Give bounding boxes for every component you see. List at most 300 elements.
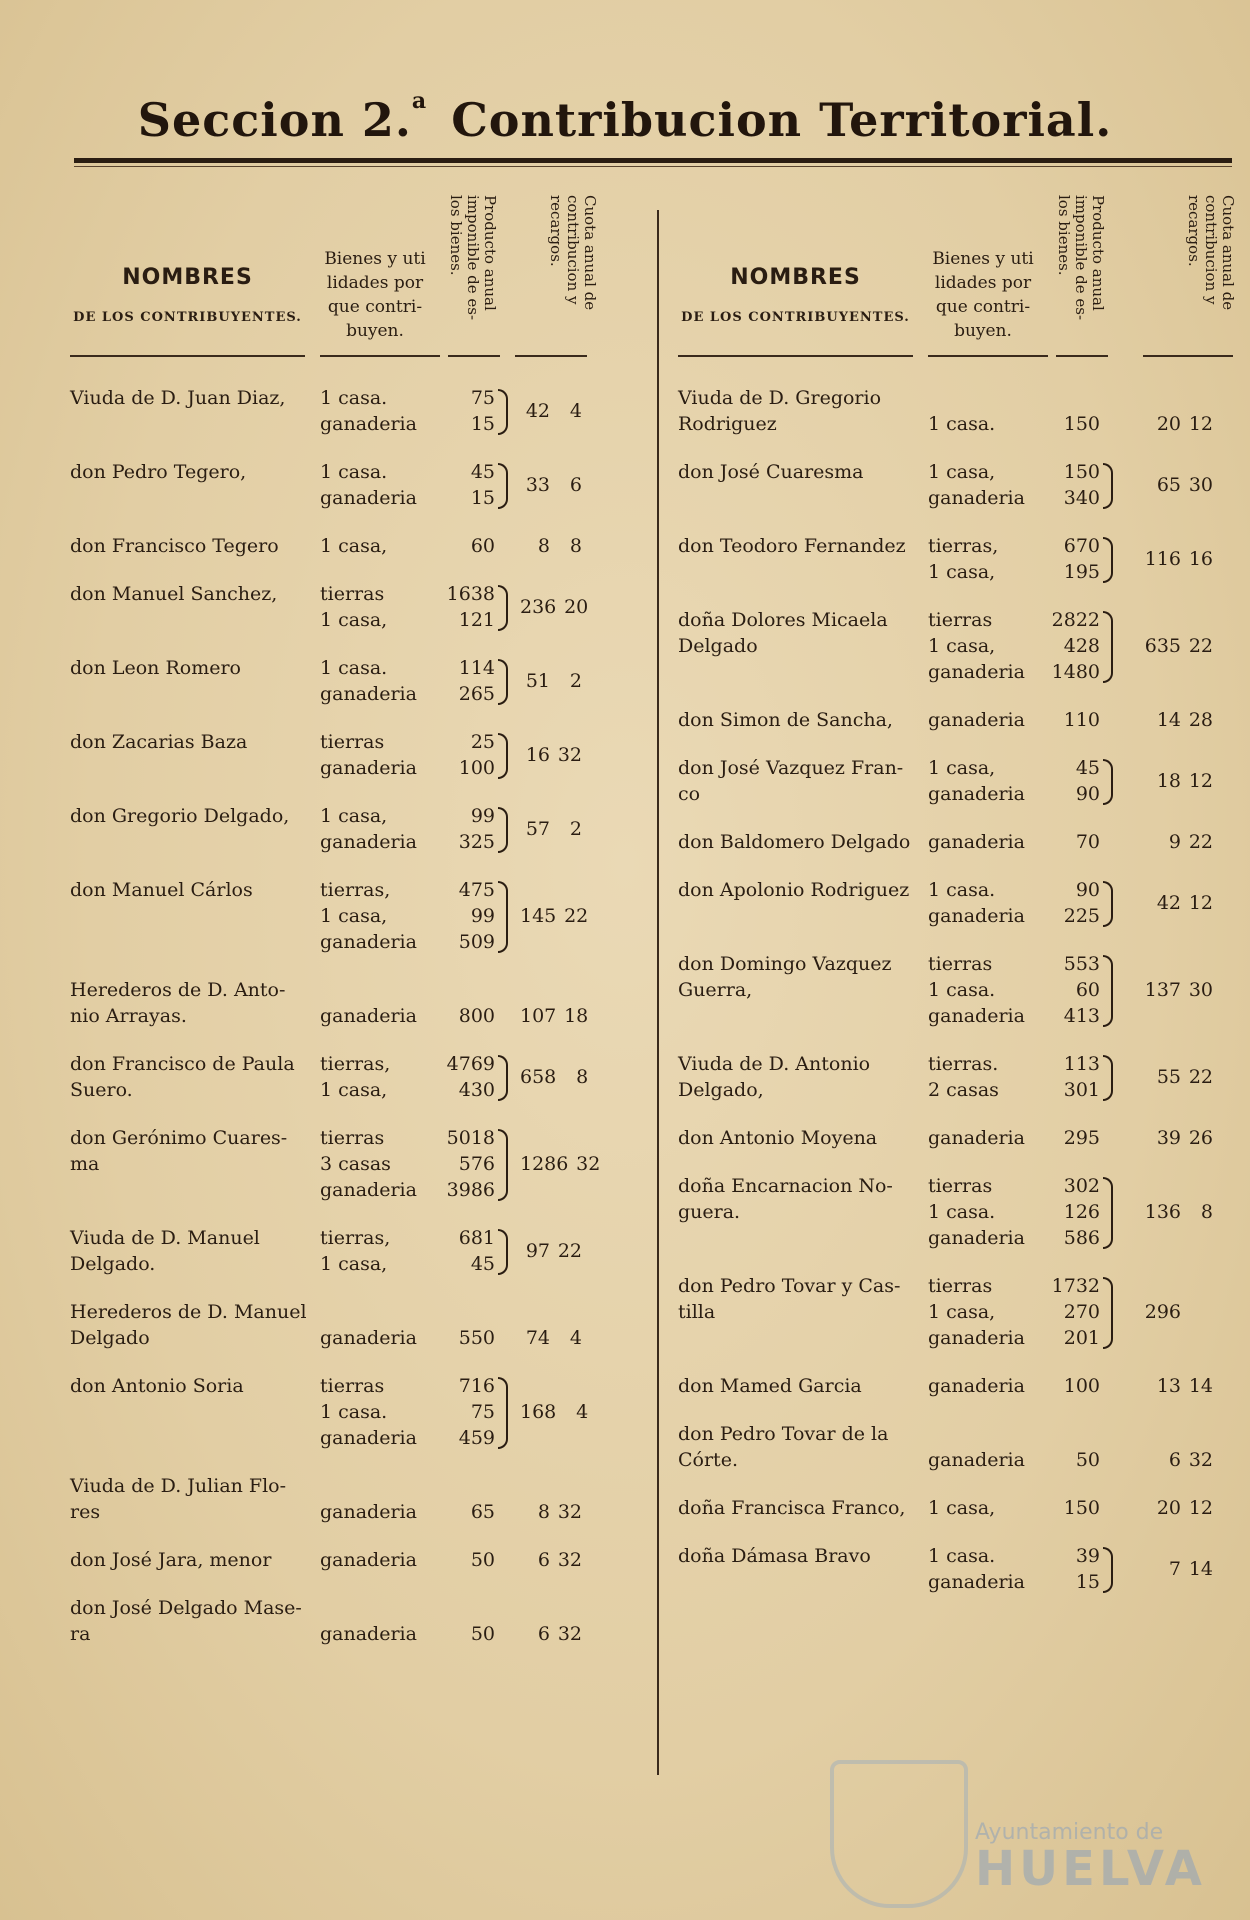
grouping-brace (1103, 1177, 1113, 1249)
table-row (678, 385, 1250, 459)
goods-item: ganaderia (928, 831, 1025, 853)
cuota-amount (520, 1238, 582, 1264)
product-values (445, 803, 495, 855)
name-line: ra (70, 1623, 91, 1645)
table-row (70, 1473, 645, 1547)
cuota-maravedis: 4 (569, 1327, 582, 1349)
goods-list (320, 385, 445, 437)
product-value: 576 (458, 1153, 495, 1175)
column-divider (657, 210, 659, 1775)
name-line: Guerra, (678, 979, 753, 1001)
name-line: doña Francisca Franco, (678, 1497, 906, 1519)
cuota-amount (1118, 1299, 1213, 1325)
cuota-reales: 6 (537, 1623, 550, 1645)
name-line: don Apolonio Rodriguez (678, 879, 910, 901)
table-row (678, 1273, 1250, 1373)
goods-item: 1 casa, (320, 1253, 388, 1275)
product-value: 150 (1063, 461, 1100, 483)
product-value: 90 (1075, 879, 1100, 901)
goods-item: 1 casa. (320, 1401, 388, 1423)
contributor-name (70, 655, 310, 681)
name-line: nio Arrayas. (70, 1005, 187, 1027)
cuota-amount (520, 533, 582, 559)
product-values (445, 1125, 495, 1203)
goods-list (320, 1547, 445, 1573)
cuota-maravedis: 32 (576, 1153, 601, 1175)
contributor-name (678, 755, 918, 807)
title-rest: Contribucion Territorial. (451, 93, 1113, 147)
goods-item: ganaderia (928, 783, 1025, 805)
cuota-maravedis: 22 (1188, 1066, 1213, 1088)
cuota-amount (1118, 633, 1213, 659)
product-value: 509 (458, 931, 495, 953)
cuota-maravedis: 8 (576, 1066, 589, 1088)
name-line: don Pedro Tovar y Cas- (678, 1275, 901, 1297)
cuota-reales: 6 (537, 1549, 550, 1571)
right-table-header (678, 195, 1250, 363)
grouping-brace (1103, 537, 1113, 583)
table-row (678, 755, 1250, 829)
product-value: 110 (1063, 709, 1100, 731)
name-line: don Pedro Tegero, (70, 461, 247, 483)
table-row (678, 1421, 1250, 1495)
cuota-amount (1118, 1373, 1213, 1399)
product-values (445, 1499, 495, 1525)
goods-item: 1 casa, (928, 461, 996, 483)
cuota-maravedis: 30 (1188, 474, 1213, 496)
cuota-amount (520, 903, 589, 929)
cuota-maravedis: 2 (569, 818, 582, 840)
cuota-maravedis: 12 (1188, 770, 1213, 792)
goods-item: ganaderia (320, 757, 417, 779)
table-row (70, 1051, 645, 1125)
goods-list (320, 1373, 445, 1451)
header-underline (515, 355, 587, 357)
cuota-reales: 13 (1156, 1375, 1181, 1397)
cuota-maravedis: 4 (576, 1401, 589, 1423)
grouping-brace (498, 881, 508, 953)
cuota-reales: 39 (1156, 1127, 1181, 1149)
product-value: 670 (1063, 535, 1100, 557)
product-value: 5018 (446, 1127, 495, 1149)
contributor-name (678, 1421, 918, 1473)
table-row (678, 1543, 1250, 1617)
goods-item: ganaderia (320, 931, 417, 953)
product-value: 15 (470, 487, 495, 509)
cuota-amount (1118, 546, 1213, 572)
contributor-name (678, 707, 918, 733)
cuota-reales: 137 (1144, 979, 1181, 1001)
product-value: 45 (470, 461, 495, 483)
goods-list (928, 533, 1053, 585)
product-value: 195 (1063, 561, 1100, 583)
table-row (70, 877, 645, 977)
header-goods: Bienes y uti lidades por que contri- buyen. (932, 249, 1034, 341)
product-value: 50 (470, 1623, 495, 1645)
cuota-maravedis: 12 (1188, 413, 1213, 435)
table-row (70, 729, 645, 803)
goods-list (320, 729, 445, 781)
goods-item: 1 casa, (320, 1079, 388, 1101)
goods-list (928, 1273, 1053, 1351)
cuota-reales: 16 (525, 744, 550, 766)
grouping-brace (498, 1377, 508, 1449)
cuota-maravedis: 8 (569, 535, 582, 557)
right-rows (678, 385, 1250, 1617)
left-rows (70, 385, 645, 1669)
name-line: don Simon de Sancha, (678, 709, 893, 731)
table-row (678, 1173, 1250, 1273)
header-cuota: Cuota anual de contribucion y recargos. (547, 195, 599, 311)
product-value: 60 (1075, 979, 1100, 1001)
goods-list (928, 1495, 1053, 1521)
name-line: ma (70, 1153, 100, 1175)
contributor-name (678, 459, 918, 485)
goods-item: ganaderia (320, 1427, 417, 1449)
product-value: 1638 (446, 583, 495, 605)
name-line: don Francisco de Paula (70, 1053, 295, 1075)
product-value: 121 (458, 609, 495, 631)
goods-item: ganaderia (928, 905, 1025, 927)
cuota-amount (1118, 890, 1213, 916)
contributor-name (70, 977, 310, 1029)
name-line: Suero. (70, 1079, 133, 1101)
goods-item: ganaderia (928, 1005, 1025, 1027)
cuota-reales: 65 (1156, 474, 1181, 496)
table-row (70, 977, 645, 1051)
cuota-reales: 18 (1156, 770, 1181, 792)
cuota-amount (520, 1621, 582, 1647)
goods-item: tierras (928, 953, 993, 975)
name-line: Viuda de D. Manuel (70, 1227, 260, 1249)
product-value: 413 (1063, 1005, 1100, 1027)
cuota-maravedis: 16 (1188, 548, 1213, 570)
name-line: don Mamed Garcia (678, 1375, 862, 1397)
product-values (1050, 533, 1100, 585)
goods-list (320, 1003, 445, 1029)
goods-item: 2 casas (928, 1079, 999, 1101)
cuota-reales: 8 (537, 1501, 550, 1523)
goods-item: tierras, (320, 1227, 391, 1249)
name-line: don Leon Romero (70, 657, 241, 679)
goods-item: 1 casa, (320, 609, 388, 631)
grouping-brace (498, 463, 508, 509)
cuota-maravedis: 14 (1188, 1558, 1213, 1580)
product-value: 126 (1063, 1201, 1100, 1223)
contributor-name (678, 951, 918, 1003)
product-values (1050, 459, 1100, 511)
cuota-maravedis: 32 (557, 1549, 582, 1571)
archive-watermark (975, 1820, 1206, 1897)
goods-list (928, 707, 1053, 733)
product-value: 301 (1063, 1079, 1100, 1101)
grouping-brace (498, 585, 508, 631)
product-value: 1480 (1051, 661, 1100, 683)
cuota-amount (1118, 707, 1213, 733)
grouping-brace (498, 389, 508, 435)
product-value: 265 (458, 683, 495, 705)
name-line: co (678, 783, 701, 805)
header-names-big: NOMBRES (122, 265, 253, 290)
goods-item: 1 casa, (320, 905, 388, 927)
goods-list (928, 1543, 1053, 1595)
product-value: 270 (1063, 1301, 1100, 1323)
product-values (1050, 1051, 1100, 1103)
table-row (70, 1299, 645, 1373)
product-value: 325 (458, 831, 495, 853)
grouping-brace (1103, 463, 1113, 509)
table-row (678, 829, 1250, 877)
product-value: 553 (1063, 953, 1100, 975)
cuota-amount (1118, 1199, 1213, 1225)
goods-item: ganaderia (320, 1549, 417, 1571)
table-row (678, 877, 1250, 951)
cuota-reales: 42 (525, 400, 550, 422)
goods-list (320, 655, 445, 707)
goods-list (928, 951, 1053, 1029)
goods-item: ganaderia (928, 1375, 1025, 1397)
product-value: 302 (1063, 1175, 1100, 1197)
table-row (70, 803, 645, 877)
cuota-maravedis: 22 (557, 1240, 582, 1262)
contributor-name (70, 1051, 310, 1103)
goods-list (320, 1125, 445, 1203)
table-row (70, 1595, 645, 1669)
goods-item: tierras (320, 1127, 385, 1149)
cuota-amount (520, 742, 582, 768)
table-row (678, 1495, 1250, 1543)
grouping-brace (498, 1129, 508, 1201)
product-value: 475 (458, 879, 495, 901)
product-values (445, 533, 495, 559)
header-underline (1143, 355, 1233, 357)
goods-item: ganaderia (320, 831, 417, 853)
cuota-amount (1118, 1447, 1213, 1473)
product-value: 113 (1063, 1053, 1100, 1075)
product-value: 201 (1063, 1327, 1100, 1349)
product-values (1050, 1373, 1100, 1399)
grouping-brace (1103, 955, 1113, 1027)
name-line: don José Delgado Mase- (70, 1597, 302, 1619)
cuota-maravedis: 4 (569, 400, 582, 422)
contributor-name (678, 1051, 918, 1103)
left-table (70, 195, 645, 1669)
product-values (1050, 1447, 1100, 1473)
product-value: 60 (470, 535, 495, 557)
grouping-brace (1103, 759, 1113, 805)
goods-item: tierras, (320, 1053, 391, 1075)
product-values (445, 1225, 495, 1277)
cuota-amount (520, 1325, 582, 1351)
name-line: Delgado (70, 1327, 150, 1349)
product-values (1050, 1125, 1100, 1151)
cuota-reales: 14 (1156, 709, 1181, 731)
cuota-reales: 20 (1156, 413, 1181, 435)
table-row (678, 951, 1250, 1051)
grouping-brace (1103, 1055, 1113, 1101)
contributor-name (678, 1125, 918, 1151)
product-values (1050, 1495, 1100, 1521)
product-value: 430 (458, 1079, 495, 1101)
grouping-brace (498, 733, 508, 779)
contributor-name (678, 1495, 918, 1521)
contributor-name (70, 1125, 310, 1177)
goods-item: tierras (928, 1175, 993, 1197)
name-line: don Zacarias Baza (70, 731, 248, 753)
goods-item: 3 casas (320, 1153, 391, 1175)
cuota-reales: 116 (1144, 548, 1181, 570)
cuota-amount (1118, 829, 1213, 855)
cuota-reales: 51 (525, 670, 550, 692)
product-value: 716 (458, 1375, 495, 1397)
goods-item: tierras, (320, 879, 391, 901)
product-values (1050, 607, 1100, 685)
product-values (445, 1051, 495, 1103)
product-value: 3986 (446, 1179, 495, 1201)
name-line: Delgado. (70, 1253, 156, 1275)
table-row (70, 655, 645, 729)
goods-item: 1 casa. (320, 657, 388, 679)
product-value: 100 (1063, 1375, 1100, 1397)
cuota-amount (1118, 472, 1213, 498)
name-line: Viuda de D. Juan Diaz, (70, 387, 286, 409)
goods-list (320, 581, 445, 633)
title-sup: a (411, 88, 428, 114)
header-underline (448, 355, 500, 357)
name-line: don Francisco Tegero (70, 535, 279, 557)
goods-list (928, 607, 1053, 685)
cuota-reales: 107 (520, 1005, 557, 1027)
product-values (445, 1373, 495, 1451)
cuota-maravedis: 22 (1188, 831, 1213, 853)
goods-list (928, 1447, 1053, 1473)
contributor-name (70, 1373, 310, 1399)
product-value: 75 (470, 1401, 495, 1423)
goods-item: 1 casa, (928, 757, 996, 779)
goods-item: 1 casa. (320, 461, 388, 483)
product-value: 45 (470, 1253, 495, 1275)
cuota-reales: 55 (1156, 1066, 1181, 1088)
cuota-maravedis: 6 (569, 474, 582, 496)
product-value: 550 (458, 1327, 495, 1349)
product-value: 50 (470, 1549, 495, 1571)
contributor-name (70, 581, 310, 607)
cuota-reales: 57 (525, 818, 550, 840)
cuota-amount (1118, 977, 1213, 1003)
product-value: 681 (458, 1227, 495, 1249)
contributor-name (678, 385, 918, 437)
cuota-maravedis: 32 (557, 1501, 582, 1523)
cuota-amount (520, 1399, 589, 1425)
table-row (70, 533, 645, 581)
header-names-big: NOMBRES (730, 265, 861, 290)
cuota-maravedis: 26 (1188, 1127, 1213, 1149)
name-line: guera. (678, 1201, 741, 1223)
cuota-maravedis: 12 (1188, 892, 1213, 914)
contributor-name (70, 385, 310, 411)
name-line: don José Jara, menor (70, 1549, 272, 1571)
name-line: don Gerónimo Cuares- (70, 1127, 288, 1149)
cuota-maravedis: 2 (569, 670, 582, 692)
product-value: 45 (1075, 757, 1100, 779)
cuota-amount (520, 398, 582, 424)
product-values (1050, 951, 1100, 1029)
product-value: 428 (1063, 635, 1100, 657)
product-value: 114 (458, 657, 495, 679)
product-values (1050, 829, 1100, 855)
grouping-brace (1103, 881, 1113, 927)
goods-list (320, 533, 445, 559)
header-names-small: DE LOS CONTRIBUYENTES. (73, 310, 302, 325)
goods-item: ganaderia (928, 1571, 1025, 1593)
table-row (70, 385, 645, 459)
product-value: 340 (1063, 487, 1100, 509)
goods-item: ganaderia (320, 1623, 417, 1645)
goods-list (320, 1225, 445, 1277)
goods-item: tierras (928, 1275, 993, 1297)
product-value: 1732 (1051, 1275, 1100, 1297)
cuota-amount (520, 668, 582, 694)
goods-list (928, 1125, 1053, 1151)
product-values (1050, 877, 1100, 929)
coat-of-arms-watermark-icon (830, 1760, 968, 1908)
table-row (70, 1125, 645, 1225)
goods-item: tierras (320, 731, 385, 753)
product-value: 99 (470, 905, 495, 927)
cuota-reales: 6 (1168, 1449, 1181, 1471)
product-value: 225 (1063, 905, 1100, 927)
table-row (678, 1125, 1250, 1173)
header-names-small: DE LOS CONTRIBUYENTES. (681, 310, 910, 325)
product-values (445, 1547, 495, 1573)
name-line: don Pedro Tovar de la (678, 1423, 889, 1445)
goods-item: 1 casa. (928, 1545, 996, 1567)
goods-list (928, 459, 1053, 511)
goods-item: tierras (928, 609, 993, 631)
contributor-name (70, 1595, 310, 1647)
name-line: don Manuel Sanchez, (70, 583, 278, 605)
header-product: Producto anual imponible de es- los bienes. (1055, 195, 1107, 321)
name-line: Herederos de D. Manuel (70, 1301, 307, 1323)
name-line: don Baldomero Delgado (678, 831, 911, 853)
header-names (70, 265, 305, 325)
title-rule (74, 158, 1232, 163)
name-line: Delgado, (678, 1079, 764, 1101)
goods-item: ganaderia (928, 709, 1025, 731)
product-value: 90 (1075, 783, 1100, 805)
product-values (445, 729, 495, 781)
product-value: 15 (1075, 1571, 1100, 1593)
contributor-name (70, 1547, 310, 1573)
cuota-maravedis: 28 (1188, 709, 1213, 731)
watermark-line1: Ayuntamiento de (975, 1820, 1164, 1845)
cuota-amount (1118, 1064, 1213, 1090)
cuota-maravedis: 22 (1188, 635, 1213, 657)
cuota-maravedis: 18 (564, 1005, 589, 1027)
product-values (1050, 1273, 1100, 1351)
name-line: tilla (678, 1301, 716, 1323)
contributor-name (70, 459, 310, 485)
goods-item: 1 casa, (320, 805, 388, 827)
product-value: 65 (470, 1501, 495, 1523)
product-values (1050, 411, 1100, 437)
table-row (678, 1373, 1250, 1421)
grouping-brace (1103, 1547, 1113, 1593)
goods-item: tierras (320, 583, 385, 605)
contributor-name (70, 1299, 310, 1351)
product-value: 99 (470, 805, 495, 827)
cuota-amount (1118, 1556, 1213, 1582)
